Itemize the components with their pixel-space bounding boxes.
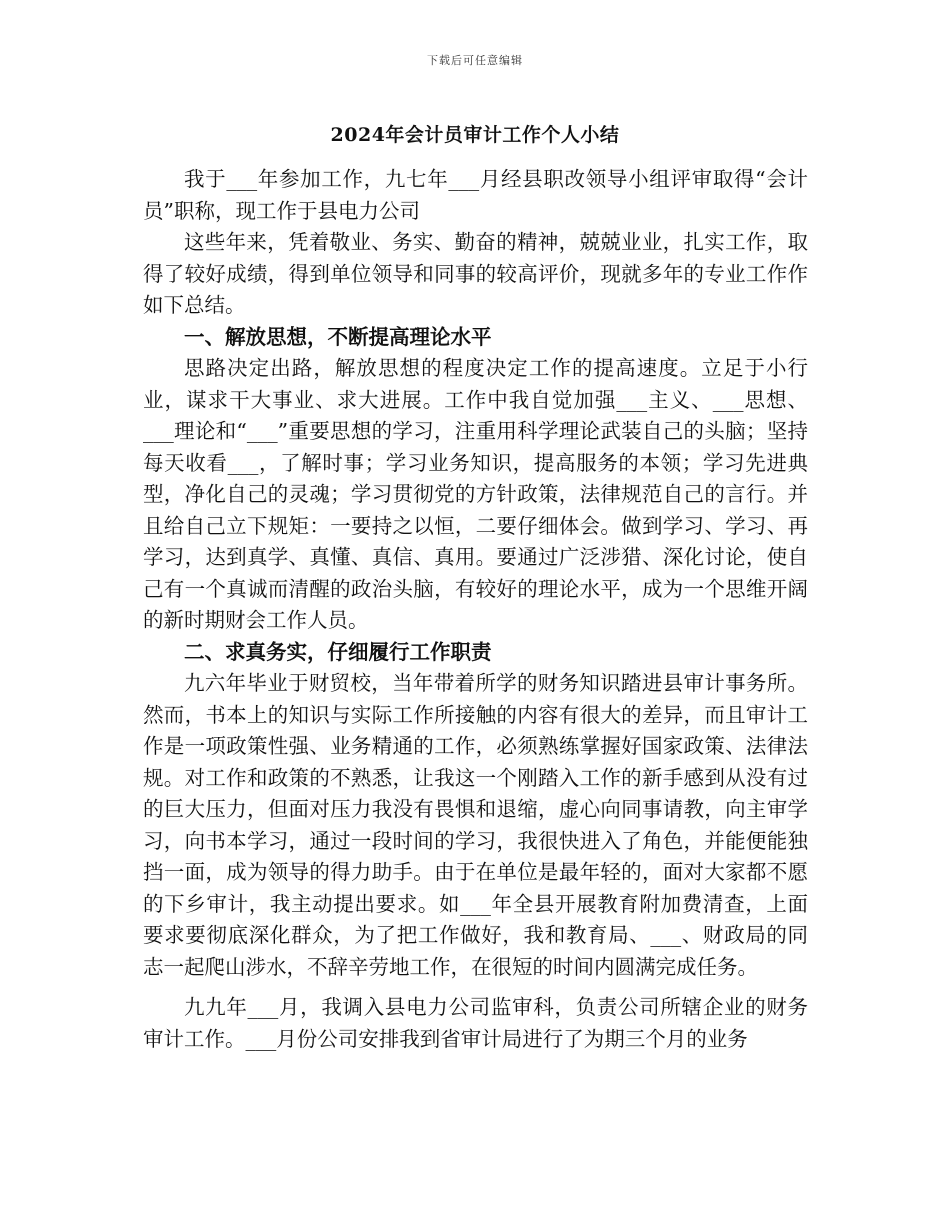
paragraph-theory: 思路决定出路，解放思想的程度决定工作的提高速度。立足于小行业，谋求干大事业、求大进展。工作中我自觉加强___主义、___思想、___理论和“___”重要思想的学习，注重用科学理论武装自己的头脑；坚持每天收看___，了解时事；学习业务知识，提高服务的本领；学习先进典型，净化自己的灵魂；学习贯彻党的方针政策，法律规范自己的言行。并且给自己立下规矩：一要持之以恒，二要仔细体会。做到学习、学习、再学习，达到真学、真懂、真信、真用。要通过广泛涉猎、深化讨论，使自己有一个真诚而清醒的政治头脑，有较好的理论水平，成为一个思维开阔的新时期财会工作人员。 — [143, 356, 808, 632]
paragraph-intro: 我于___年参加工作，九七年___月经县职改领导小组评审取得“会计员”职称，现工作于县电力公司 — [143, 167, 808, 223]
header-note: 下载后可任意编辑 — [427, 54, 523, 67]
section-heading-1: 一、解放思想，不断提高理论水平 — [184, 324, 492, 349]
document-title: 2024年会计员审计工作个人小结 — [330, 124, 620, 146]
paragraph-power-company: 九九年___月，我调入县电力公司监审科，负责公司所辖企业的财务审计工作。___月份公司安排我到省审计局进行了为期三个月的业务 — [143, 995, 808, 1051]
paragraph-audit-work: 九六年毕业于财贸校，当年带着所学的财务知识踏进县审计事务所。然而，书本上的知识与实际工作所接触的内容有很大的差异，而且审计工作是一项政策性强、业务精通的工作，必须熟练掌握好国家政策、法律法规。对工作和政策的不熟悉，让我这一个刚踏入工作的新手感到从没有过的巨大压力，但面对压力我没有畏惧和退缩，虚心向同事请教，向主审学习，向书本学习，通过一段时间的学习，我很快进入了角色，并能便能独挡一面，成为领导的得力助手。由于在单位是最年轻的，面对大家都不愿的下乡审计，我主动提出要求。如___年全县开展教育附加费清查，上面要求要彻底深化群众，为了把工作做好，我和教育局、___、财政局的同志一起爬山涉水，不辞辛劳地工作，在很短的时间内圆满完成任务。 — [143, 671, 808, 979]
document-body — [143, 164, 808, 1055]
section-heading-2: 二、求真务实，仔细履行工作职责 — [184, 639, 492, 664]
paragraph-overview: 这些年来，凭着敬业、务实、勤奋的精神，兢兢业业，扎实工作，取得了较好成绩，得到单位领导和同事的较高评价，现就多年的专业工作作如下总结。 — [143, 230, 808, 317]
